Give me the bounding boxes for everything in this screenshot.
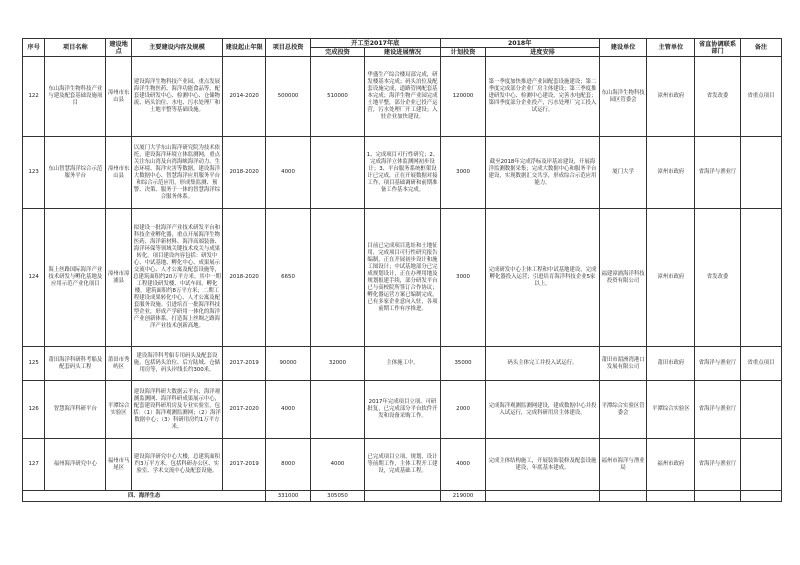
row-seq: 122 (23, 57, 45, 137)
row-coord: 省发改委 (695, 57, 741, 137)
row-progress: 主体施工中。 (365, 347, 441, 381)
table-row (23, 439, 782, 491)
row-period: 2014-2020 (222, 57, 265, 137)
summary-row (23, 491, 782, 502)
row-done-invest (310, 381, 364, 439)
row-owner: 漳州市政府 (647, 209, 695, 347)
header-group-2017: 开工至2017年底 (310, 39, 440, 48)
row-period: 2017-2019 (222, 347, 265, 381)
row-period: 2018-2020 (222, 209, 265, 347)
row-remark (740, 209, 781, 347)
row-remark (740, 381, 781, 439)
row-schedule: 完成研发中心主体工程和中试基地建设，完成孵化器投入运营；引进培育海洋科技企业5家以上。 (486, 209, 599, 347)
row-owner: 平潭综合实验区 (647, 381, 695, 439)
row-plan-invest: 4000 (440, 439, 486, 491)
row-owner: 漳州市政府 (647, 137, 695, 209)
row-name: 智慧海洋科研平台 (45, 381, 106, 439)
row-content: 建设海洋生物科技产业园，重点发展海洋生物医药、海洋功能食品等，配套建设研发中心、检测中心、仓储物流、码头泊位、水电、污水处理厂和土地平整等基础设施。 (131, 57, 222, 137)
row-seq: 126 (23, 381, 45, 439)
summary-done-invest: 305050 (310, 491, 364, 502)
table-row (23, 209, 782, 347)
row-total: 500000 (266, 57, 310, 137)
row-name: 东山海洋生物科技产业与建及配套基础设施项目 (45, 57, 106, 137)
row-remark: 省重点项目 (740, 347, 781, 381)
project-table (22, 38, 782, 502)
row-seq: 127 (23, 439, 45, 491)
table-row (23, 381, 782, 439)
row-builder: 福州市海洋与渔业局 (599, 439, 647, 491)
row-builder: 厦门大学 (599, 137, 647, 209)
row-remark (740, 137, 781, 209)
summary-remark-empty (740, 491, 781, 502)
row-schedule: 码头主体完工并投入试运行。 (486, 347, 599, 381)
row-done-invest: 32000 (310, 347, 364, 381)
summary-coord-empty (695, 491, 741, 502)
row-content: 以厦门大学东山海洋研究院为技术依托，建设海洋环境立体监测网，重点关注东山湾及台湾海峡海洋动力、生态环境、海洋灾害等数据，建设海洋大数据中心、智慧海洋应用服务平台和综合示范应用，形成集监测、预警、决策、服务于一体的智慧海洋综合服务体系。 (131, 137, 222, 209)
row-total: 4000 (266, 137, 310, 209)
row-period: 2018-2020 (222, 137, 265, 209)
row-coord: 省海洋与渔业厅 (695, 347, 741, 381)
row-location: 漳州市漳浦县 (106, 209, 132, 347)
row-schedule: 完成主体结构施工，开展装饰装修及配套设施建设，年底基本建成。 (486, 439, 599, 491)
table-row (23, 137, 782, 209)
row-builder: 平潭综合实验区管委会 (599, 381, 647, 439)
header-content: 主要建设内容及规模 (131, 39, 222, 57)
row-seq: 124 (23, 209, 45, 347)
row-progress: 华盛生产综合楼局部完成，研发楼基本完成；码头泊位及配套设施完成，道路管网配套基本完成；海洋生物产业园完成土地平整，部分企业已投产运营，污水处理厂开工建设；入驻企业加快建设。 (365, 57, 441, 137)
header-seq: 序号 (23, 39, 45, 57)
row-progress: 1、完成项目可行性研究；2、完成海洋立体监测网初步设计；3、平台服务系统框架设计已完成，正在开展数据对接工作，项目基础调研和前期准备工作基本完成。 (365, 137, 441, 209)
summary-plan-invest: 219000 (440, 491, 486, 502)
row-name: 莆田海洋科研科考船及配套码头工程 (45, 347, 106, 381)
row-plan-invest: 3000 (440, 137, 486, 209)
row-owner: 莆田市政府 (647, 347, 695, 381)
row-name: 福州海洋研究中心 (45, 439, 106, 491)
row-location: 福州市马尾区 (106, 439, 132, 491)
row-total: 4000 (266, 381, 310, 439)
header-period: 建设起止年限 (222, 39, 265, 57)
row-location: 漳州市东山县 (106, 137, 132, 209)
row-builder: 福建漳浦海洋科技投资有限公司 (599, 209, 647, 347)
summary-total: 331000 (266, 491, 310, 502)
row-plan-invest: 35000 (440, 347, 486, 381)
row-seq: 123 (23, 137, 45, 209)
header-total: 项目总投资 (266, 39, 310, 57)
table-row (23, 57, 782, 137)
table-row (23, 347, 782, 381)
row-content: 建设海洋科研大数据云平台、海洋观测监测网、海洋科研成果展示中心，配套建设科研用房及专业实验室，包括：（1）海洋观测监测网；（2）海洋数据中心；（3）科研用房约1万平方米。 (131, 381, 222, 439)
row-owner: 福州市政府 (647, 439, 695, 491)
row-done-invest (310, 137, 364, 209)
row-progress: 目前已完成项目选址和土地征用，完成项目可行性研究报告编制，正在开展初步设计和施工图设计；中试基地部分已完成规划设计，正在办理用地及规划报建手续，部分研发平台已与高校院所签订合作协议；孵化器运营方案已编制完成，已有多家企业意向入驻，各项前期工作有序推进。 (365, 209, 441, 347)
row-location: 平潭综合实验区 (106, 381, 132, 439)
header-location: 建设地点 (106, 39, 132, 57)
row-done-invest (310, 209, 364, 347)
header-remark: 备注 (740, 39, 781, 57)
summary-label: 四、海洋生态 (23, 491, 266, 502)
header-done-invest: 完成投资 (310, 48, 364, 57)
row-done-invest: 4000 (310, 439, 364, 491)
row-content: 建设海洋研究中心大楼，总建筑面积约3万平方米，包括科研办公区、实验室、学术交流中心及配套设施。 (131, 439, 222, 491)
row-content: 拟建设一批海洋产业技术研发平台和科技企业孵化器，重点开展海洋生物医药、海洋新材料、海洋高端装备、海洋环保等领域关键技术攻关与成果转化。项目建设内容包括：研发中心、中试基地、孵化中心、成果展示交流中心、人才公寓及配套设施等，总建筑面积约20万平方米。其中一期工程建设研发楼、中试车间、孵化楼，建筑面积约8万平方米；二期工程建设成果转化中心、人才公寓及配套服务设施。引进培育一批海洋科技型企业，形成产学研用一体化的海洋产业创新体系，打造海上丝绸之路海洋产业技术创新高地。 (131, 209, 222, 347)
row-coord: 省海洋与渔业厅 (695, 381, 741, 439)
row-remark: 省重点项目 (740, 57, 781, 137)
row-coord: 省发改委 (695, 209, 741, 347)
header-name: 项目名称 (45, 39, 106, 57)
header-owner: 主管单位 (647, 39, 695, 57)
header-coord: 省直协调联系部门 (695, 39, 741, 57)
summary-progress-empty (365, 491, 441, 502)
row-schedule: 完成海洋观测监测网建设，建成数据中心并投入试运行，完成科研用房主体建设。 (486, 381, 599, 439)
summary-builder-empty (599, 491, 647, 502)
header-schedule: 进度安排 (486, 48, 599, 57)
summary-schedule-empty (486, 491, 599, 502)
row-schedule: 第一季度加快推进产业园配套设施建设；第二季度完成部分企业厂房主体建设；第三季度推进研发中心、检测中心建设，完善水电配套；第四季度部分企业投产，污水处理厂完工投入试运行。 (486, 57, 599, 137)
row-total: 8000 (266, 439, 310, 491)
row-coord: 省海洋与渔业厅 (695, 439, 741, 491)
row-name: 海上丝路国际海洋产业技术研发与孵化基地及应用示范产业化项目 (45, 209, 106, 347)
header-group-2018: 2018年 (440, 39, 599, 48)
row-seq: 125 (23, 347, 45, 381)
row-period: 2017-2020 (222, 381, 265, 439)
row-location: 莆田市秀屿区 (106, 347, 132, 381)
row-remark (740, 439, 781, 491)
row-total: 90000 (266, 347, 310, 381)
row-done-invest: 510000 (310, 57, 364, 137)
row-total: 6650 (266, 209, 310, 347)
row-period: 2017-2019 (222, 439, 265, 491)
header-builder: 建设单位 (599, 39, 647, 57)
row-builder: 莆田市湄洲湾港口发展有限公司 (599, 347, 647, 381)
row-location: 漳州市东山县 (106, 57, 132, 137)
row-content: 建设海洋科考船专用码头及配套设施，包括码头泊位、后方陆域、仓储用房等，码头岸线长约300米。 (131, 347, 222, 381)
row-schedule: 截至2018年完成浮标及岸基站建设，开展海洋监测数据采集；完成大数据中心和服务平台建设，实现数据汇交共享，形成综合示范应用能力。 (486, 137, 599, 209)
row-plan-invest: 2000 (440, 381, 486, 439)
header-row-1 (23, 39, 782, 48)
row-plan-invest: 3000 (440, 209, 486, 347)
row-progress: 已完成项目立项、规划、设计等前期工作，主体工程开工建设，完成基础工程。 (365, 439, 441, 491)
summary-owner-empty (647, 491, 695, 502)
row-name: 东山智慧海洋综合示范服务平台 (45, 137, 106, 209)
row-progress: 2017年完成项目立项、可研批复，已完成部分平台软件开发和设备采购工作。 (365, 381, 441, 439)
row-coord: 省海洋与渔业厅 (695, 137, 741, 209)
row-builder: 东山海洋生物科技园区管委会 (599, 57, 647, 137)
row-owner: 漳州市政府 (647, 57, 695, 137)
row-plan-invest: 120000 (440, 57, 486, 137)
header-plan-invest: 计划投资 (440, 48, 486, 57)
header-progress: 建设进展情况 (365, 48, 441, 57)
